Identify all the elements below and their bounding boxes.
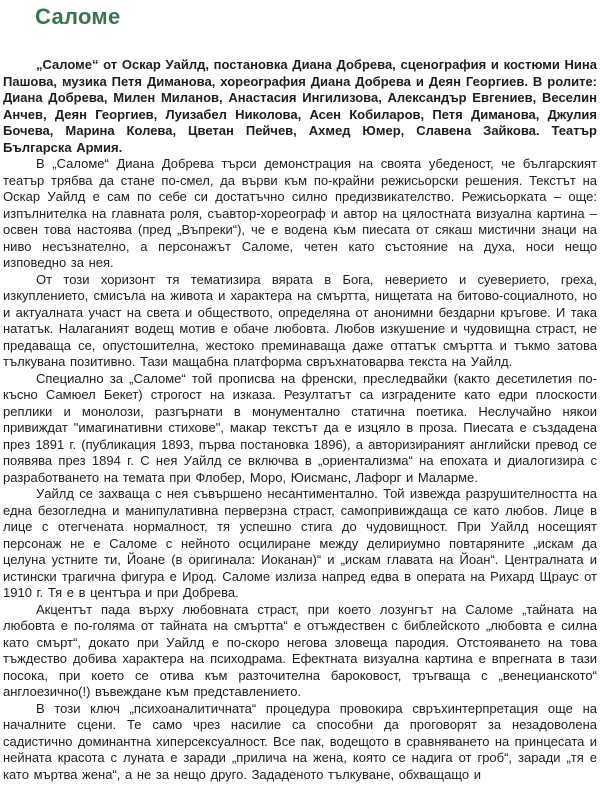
- paragraph-psychoanalytic: В този ключ „психоаналитичната“ процедура провокира свръхинтерпретация още на началните сцени. Те само чрез насилие са способни да проговорят за незадоволена садистично доминантна хиперсексуалност. Все пак, водещото в сравняването на принцесата и нейната красота с луната е заради „прилича на жена, която се надига от гроб“, заради „тя е като мъртва жена“, а не за нещо друго. Зададеното тълкуване, обхващащо и: [3, 700, 597, 782]
- credits-paragraph: „Саломе“ от Оскар Уайлд, постановка Диана Добрева, сценография и костюми Нина Пашова, музика Петя Диманова, хореография Диана Добрева и Деян Георгиев. В ролите: Диана Добрева, Милен Миланов, Анастасия Ингилизова, Александър Евгениев, Веселин Анчев, Деян Георгиев, Луизабел Николова, Асен Кобиларов, Петя Диманова, Джулия Бочева, Марина Колева, Цветан Пейчев, Ахмед Юмер, Славена Зайкова. Театър Българска Армия.: [3, 57, 597, 155]
- paragraph-intro: В „Саломе“ Диана Добрева търси демонстрация на своята убеденост, че българският театър трябва да стане по-смел, да върви към по-крайни режисьорски решения. Текстът на Оскар Уайлд е сам по себе си достатъчно силно предизвикателство. Режисьорката – още: изпълнителка на главната роля, съавтор-хореограф и автор на цялостната визуална картина – освен това настоява (пред „Въпреки“), че е водена към пиесата от сякаш мистични знаци на ниво несъзнателно, а персонажът Саломе, четен като състояние на духа, носи нещо изповедно за нея.: [3, 156, 597, 270]
- page-title: Саломе: [35, 4, 121, 29]
- article-body: [3, 57, 597, 783]
- paragraph-themes: От този хоризонт тя тематизира вярата в Бога, неверието и суеверието, греха, изкуплението, смисъла на живота и характера на смъртта, нищетата на битово-социалното, но и актуалната участ на света и обществото, определяна от анонимни бездарни кръгове. И така нататък. Налаганият водещ мотив е обаче любовта. Любов изкушение и чудовищна страст, не предаваща се, опустошителна, жестоко преминаваща даже оттатък смъртта и тъкмо затова тълкувана позитивно. Тази мащабна платформа свръхнатоварва текста на Уайлд.: [3, 271, 597, 369]
- paragraph-wilde-history: Специално за „Саломе“ той прописва на френски, преследвайки (както десетилетия по-късно Самюел Бекет) строгост на изказа. Резултатът са изградените като едри плоскости реплики и монолози, разгърнати в монументално статична поетика. Неслучайно някои привиждат "имагинативни стихове", макар текстът да е изцяло в проза. Пиесата е създадена през 1891 г. (публикация 1893, първа постановка 1896), а авторизираният английски превод се появява през 1894 г. С нея Уайлд се включва в „ориентализма“ на епохата и диалогизира с разработването на темата при Флобер, Моро, Юисманс, Лафорг и Маларме.: [3, 370, 597, 485]
- paragraph-accent: Акцентът пада върху любовната страст, при което лозунгът на Саломе „тайната на любовта е по-голяма от тайната на смъртта“ е отъждествен с библейското „любовта е силна като смърт“, докато при Уайлд е по-скоро негова зловеща пародия. Отстояването на това тъждество добива характера на психодрама. Ефектната визуална картина е впрегната в тази посока, при което се отива към разточителна бароковост, тръгваща с „венецианското“ англоезично(!) въвеждане към представлението.: [3, 601, 597, 699]
- paragraph-wilde-treatment: Уайлд се захваща с нея съвършено несантиментално. Той извежда разрушителността на една безогледна и манипулативна перверзна страст, самопривиждаща се като любов. Лице в лице с отегчената нормалност, тя успешно стига до чудовищност. При Уайлд носещият персонаж не е Саломе с нейното осцилиране между делириумно повтаряните „искам да целуна устните ти, Йоане (в оригинала: Иоканан)“ и „искам главата на Йоан“. Централната и истински трагична фигура е Ирод. Саломе излиза напред едва в операта на Рихард Щраус от 1910 г. Тя е в центъра и при Добрева.: [3, 486, 597, 600]
